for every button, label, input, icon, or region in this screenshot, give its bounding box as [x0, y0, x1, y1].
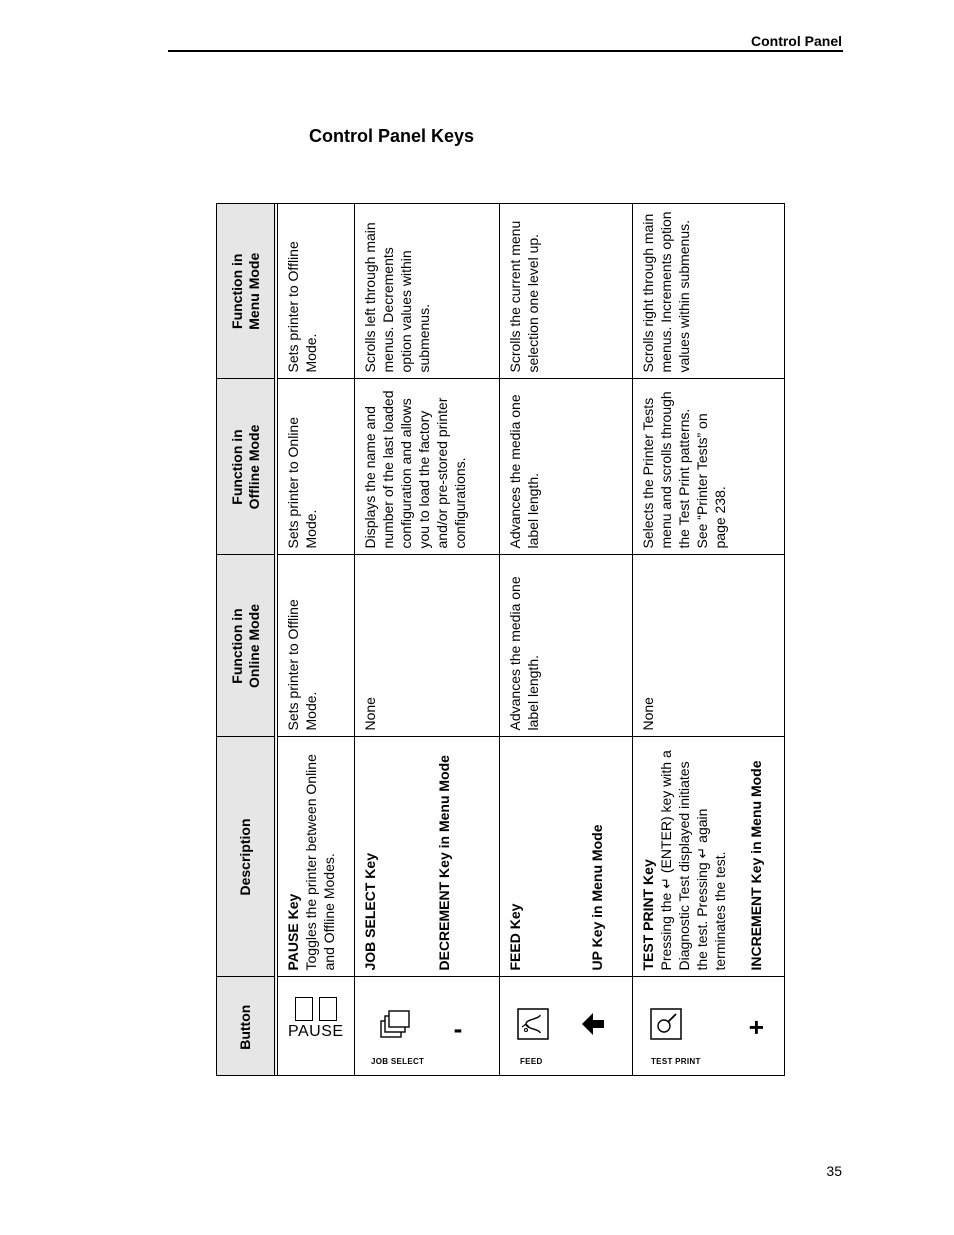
table-row: [276, 204, 355, 1076]
offline-mode-cell: Advances the media one label length.: [500, 379, 633, 555]
description-cell: TEST PRINT Key Pressing the ↵ (ENTER) key with a Diagnostic Test displayed initiates the test. Pressing ↵ again terminates the test. INCREMENT Key in Menu Mode: [633, 737, 786, 977]
header-rule: [168, 50, 843, 52]
job-select-icon: [377, 1007, 411, 1041]
menu-mode-cell: Scrolls right through main menus. Increments option values within submenus.: [633, 204, 786, 379]
description-cell: PAUSE Key Toggles the printer between Online and Offline Modes.: [276, 737, 355, 977]
header-description: Description: [217, 737, 276, 977]
test-print-icon: [649, 1007, 683, 1041]
menu-mode-cell: Scrolls left through main menus. Decrements option values within submenus.: [355, 204, 500, 379]
description-cell: JOB SELECT Key DECREMENT Key in Menu Mode: [355, 737, 500, 977]
table-row: [500, 204, 633, 1076]
menu-mode-cell: Sets printer to Offline Mode.: [276, 204, 355, 379]
menu-mode-cell: Scrolls the current menu selection one level up.: [500, 204, 633, 379]
pause-icon: PAUSE: [288, 997, 344, 1041]
job-select-label: JOB SELECT: [371, 1057, 425, 1066]
plus-icon: +: [741, 1019, 771, 1035]
section-title: Control Panel Keys: [309, 126, 475, 146]
header-menu-mode: Function in Menu Mode: [217, 204, 276, 379]
button-cell: [355, 977, 500, 1076]
online-mode-cell: Sets printer to Offline Mode.: [276, 555, 355, 737]
table-row: [633, 204, 786, 1076]
running-header: Control Panel: [750, 33, 842, 49]
button-cell: [276, 977, 355, 1076]
feed-label: FEED: [520, 1057, 543, 1066]
offline-mode-cell: Sets printer to Online Mode.: [276, 379, 355, 555]
header-button: Button: [217, 977, 276, 1076]
control-panel-keys-table: [216, 203, 785, 1076]
button-cell: [500, 977, 633, 1076]
page-number: 35: [826, 1163, 842, 1179]
test-print-label: TEST PRINT: [651, 1057, 701, 1066]
offline-mode-cell: Displays the name and number of the last loaded configuration and allows you to load the factory and/or pre-stored printer configurations.: [355, 379, 500, 555]
header-offline-mode: Function in Offline Mode: [217, 379, 276, 555]
online-mode-cell: None: [355, 555, 500, 737]
button-cell: [633, 977, 786, 1076]
up-arrow-icon: [580, 1011, 606, 1037]
minus-icon: -: [453, 1013, 463, 1044]
feed-icon: [516, 1007, 550, 1041]
online-mode-cell: None: [633, 555, 786, 737]
offline-mode-cell: Selects the Printer Tests menu and scrolls through the Test Print patterns. See “Printer Tests” on page 238.: [633, 379, 786, 555]
online-mode-cell: Advances the media one label length.: [500, 555, 633, 737]
header-online-mode: Function in Online Mode: [217, 555, 276, 737]
description-cell: FEED Key UP Key in Menu Mode: [500, 737, 633, 977]
table-row: [355, 204, 500, 1076]
